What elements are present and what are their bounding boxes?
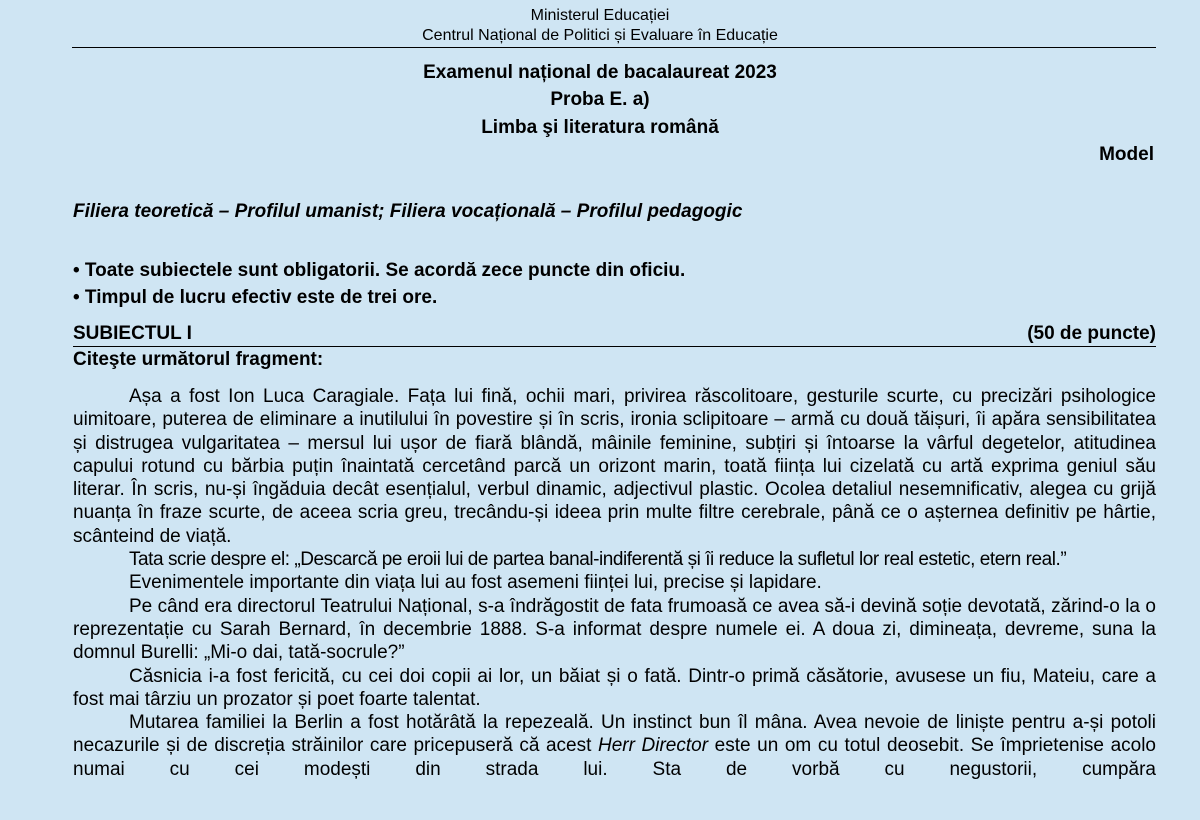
header-divider	[72, 47, 1156, 48]
subject-points: (50 de puncte)	[1027, 323, 1156, 344]
fragment-paragraph: Tata scrie despre el: „Descarcă pe eroii lui de partea banal-indiferentă și îi reduce la sufletul lor real estetic, etern real.”	[129, 549, 1067, 571]
reading-prompt: Citeşte următorul fragment:	[73, 349, 324, 370]
center-name: Centrul Național de Politici și Evaluare în Educație	[422, 27, 778, 44]
fragment-text: Mutarea familiei la Berlin a fost hotărâtă la repezeală. Un instinct bun îl mâna. Avea nevoie de liniște pentru a-și potoli necazurile și de discreția străinilor care pricepuseră că acest	[73, 712, 1156, 757]
fragment-paragraph: Așa a fost Ion Luca Caragiale. Fața lui fină, ochii mari, privirea răscolitoare, gesturile scurte, cu precizări psihologice uimitoare, puterea de eliminare a inutilului în povestire și în scris, ironia sclipitoare – armă cu două tăișuri, îi apăra sensibilitatea și distrugea vulgaritatea – mersul lui ușor de fiară blândă, mâinile feminine, subțiri și întoarse la vârful degetelor, atitudinea capului rotund cu bărbia puțin înaintată cercetând parcă un orizont marin, toată ființa lui cizelată cu artă exprima geniul său literar. În scris, nu-și îngăduia decât esențialul, verbul dinamic, adjectivul plastic. Ocolea detaliul nesemnificativ, alegea cu grijă nuanța în fraze scurte, de aceea scria greu, trecându-și ideea prin multe filtre cerebrale, până ce o așternea definitiv pe hârtie, scânteind de viață.	[73, 386, 1156, 547]
fragment-paragraph	[73, 711, 1156, 781]
subject-heading	[73, 323, 1156, 347]
text-fragment	[73, 385, 1156, 781]
subject-label: SUBIECTUL I	[73, 323, 192, 344]
ministry-name: Ministerul Educației	[530, 7, 670, 24]
fragment-paragraph: Căsnicia i-a fost fericită, cu cei doi copii ai lor, un băiat și o fată. Dintr-o primă căsătorie, avusese un fiu, Mateiu, care a fost mai târziu un prozator și poet foarte talentat.	[73, 665, 1156, 710]
exam-proba: Proba E. a)	[550, 89, 650, 110]
fragment-paragraph: Pe când era directorul Teatrului Național, s-a îndrăgostit de fata frumoasă ce avea să-i devină soție devotată, zărind-o la o reprezentație cu Sarah Bernard, în decembrie 1888. S-a informat despre numele ei. A doua zi, dimineața, devreme, suna la domnul Burelli: „Mi-o dai, tată-socrule?”	[73, 595, 1156, 664]
fragment-emphasis: Herr Director	[598, 735, 709, 757]
filiera-line: Filiera teoretică – Profilul umanist; Filiera vocațională – Profilul pedagogic	[73, 201, 743, 222]
exam-subject: Limba şi literatura română	[481, 117, 719, 138]
model-label: Model	[1099, 144, 1154, 165]
instruction-item: • Timpul de lucru efectiv este de trei ore.	[73, 287, 438, 308]
instruction-item: • Toate subiectele sunt obligatorii. Se acordă zece puncte din oficiu.	[73, 260, 686, 281]
fragment-paragraph: Evenimentele importante din viața lui au fost asemeni ființei lui, precise și lapidare.	[129, 572, 822, 594]
exam-title: Examenul național de bacalaureat 2023	[423, 62, 777, 83]
fragment-text: este un om cu totul deosebit. Se împrietenise acolo numai cu cei modești din strada lui. Sta de vorbă cu negustorii, cumpăra	[73, 735, 1157, 780]
